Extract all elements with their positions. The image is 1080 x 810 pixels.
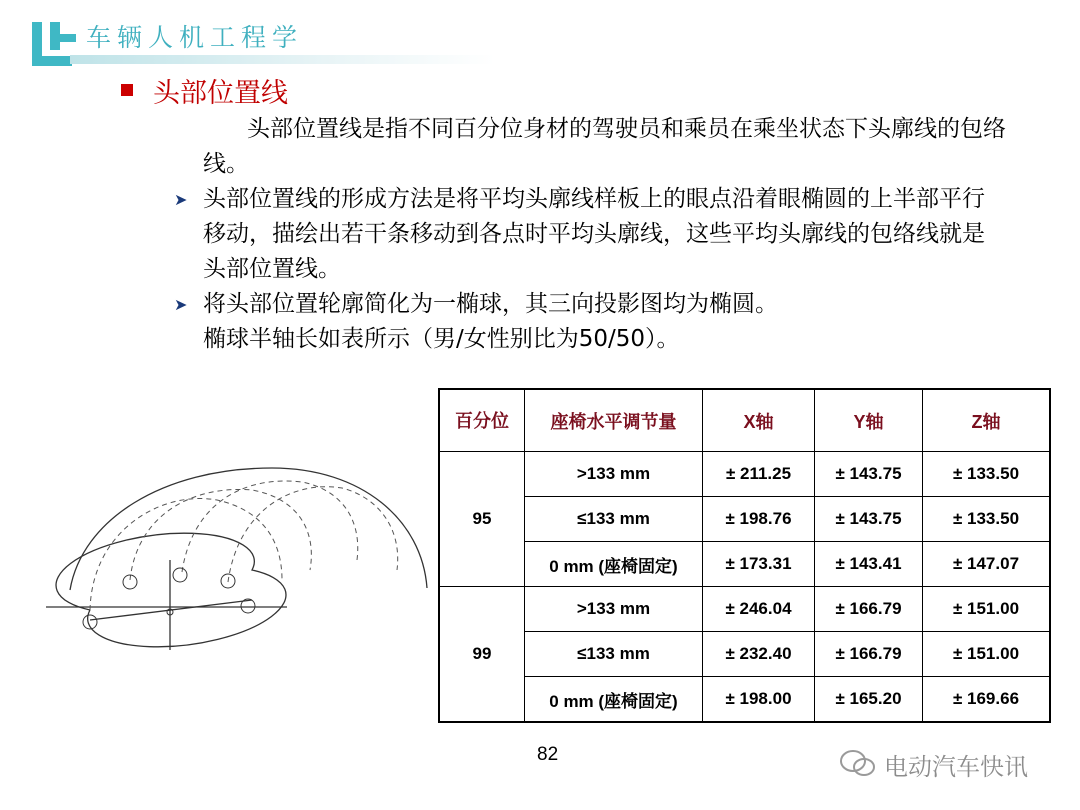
y-axis-cell: ± 143.75: [815, 452, 923, 497]
x-axis-cell: ± 173.31: [703, 542, 815, 587]
table-row: [439, 542, 1050, 587]
percentile-cell: 99: [439, 587, 525, 723]
head-position-diagram: [42, 460, 442, 670]
paragraph-table-note: 椭球半轴长如表所示（男/女性别比为50/50）。: [203, 326, 680, 352]
table-row: [439, 677, 1050, 723]
head-envelope-curve: [70, 468, 427, 590]
paragraph-method: 头部位置线的形成方法是将平均头廓线样板上的眼点沿着眼椭圆的上半部平行移动，描绘出若干条移动到各点时平均头廓线，这些平均头廓线的包络线就是头部位置线。: [203, 186, 985, 282]
arrow-bullet-icon: ➤: [174, 295, 188, 314]
wechat-icon: [838, 748, 878, 778]
table-row: [439, 587, 1050, 632]
header-x-axis: X轴: [703, 389, 815, 452]
eye-ellipse: [56, 533, 286, 647]
x-axis-cell: ± 232.40: [703, 632, 815, 677]
z-axis-cell: ± 151.00: [923, 587, 1051, 632]
header-divider: [70, 55, 495, 64]
z-axis-cell: ± 133.50: [923, 452, 1051, 497]
paragraph-definition: 头部位置线是指不同百分位身材的驾驶员和乘员在乘坐状态下头廓线的包络线。: [203, 116, 1006, 177]
table-row: [439, 632, 1050, 677]
paragraph-simplification: 将头部位置轮廓简化为一椭球，其三向投影图均为椭圆。: [203, 291, 778, 317]
ellipse-major-axis: [90, 600, 252, 620]
header-title: 车辆人机工程学: [86, 23, 304, 52]
table-row: [439, 497, 1050, 542]
z-axis-cell: ± 147.07: [923, 542, 1051, 587]
z-axis-cell: ± 169.66: [923, 677, 1051, 723]
y-axis-cell: ± 166.79: [815, 632, 923, 677]
arrow-bullet-icon: ➤: [174, 190, 188, 209]
eye-point-marker: [173, 568, 187, 582]
header-z-axis: Z轴: [923, 389, 1051, 452]
seat-adjustment-cell: 0 mm (座椅固定): [525, 542, 703, 587]
seat-adjustment-cell: >133 mm: [525, 587, 703, 632]
seat-adjustment-cell: 0 mm (座椅固定): [525, 677, 703, 723]
header-percentile: 百分位: [439, 389, 525, 452]
y-axis-cell: ± 166.79: [815, 587, 923, 632]
table-row: [439, 452, 1050, 497]
seat-adjustment-cell: ≤133 mm: [525, 632, 703, 677]
section-title: 头部位置线: [153, 78, 288, 109]
head-contour-3: [182, 481, 358, 572]
x-axis-cell: ± 198.00: [703, 677, 815, 723]
y-axis-cell: ± 143.75: [815, 497, 923, 542]
percentile-cell: 95: [439, 452, 525, 587]
watermark-text: 电动汽车快讯: [884, 753, 1028, 781]
page-number: 82: [537, 744, 559, 765]
z-axis-cell: ± 133.50: [923, 497, 1051, 542]
seat-adjustment-cell: >133 mm: [525, 452, 703, 497]
header-y-axis: Y轴: [815, 389, 923, 452]
x-axis-cell: ± 246.04: [703, 587, 815, 632]
z-axis-cell: ± 151.00: [923, 632, 1051, 677]
table-header-row: [439, 389, 1050, 452]
ellipsoid-axis-table: [438, 388, 1051, 723]
header-seat-adjustment: 座椅水平调节量: [525, 389, 703, 452]
y-axis-cell: ± 165.20: [815, 677, 923, 723]
y-axis-cell: ± 143.41: [815, 542, 923, 587]
x-axis-cell: ± 198.76: [703, 497, 815, 542]
square-bullet-icon: [121, 84, 133, 96]
x-axis-cell: ± 211.25: [703, 452, 815, 497]
seat-adjustment-cell: ≤133 mm: [525, 497, 703, 542]
